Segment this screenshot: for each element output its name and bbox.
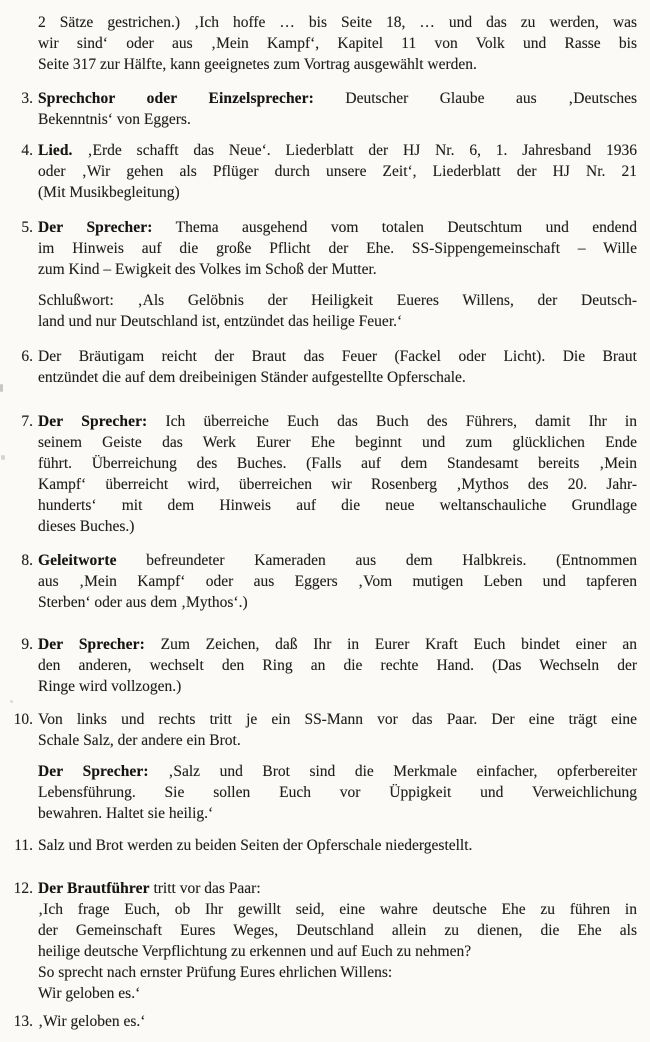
text-line: Lebensführung. Sie sollen Euch vor Üppigkeit und Verweichlichung <box>38 784 637 801</box>
text-line: Bekenntnis‘ von Eggers. <box>38 111 191 128</box>
text-line: oder ‚Wir gehen als Pflüger durch unsere Zeit‘, Liederblatt der HJ Nr. 21 <box>38 163 637 180</box>
text-line: führt. Überreichung des Buches. (Falls auf dem Standesamt bereits ‚Mein <box>38 455 637 472</box>
item-text <box>38 217 637 332</box>
text-line: wir sind‘ oder aus ‚Mein Kampf‘, Kapitel 11 von Volk und Rasse bis <box>38 35 637 52</box>
item-text <box>38 88 637 130</box>
paragraph <box>38 1011 637 1032</box>
item-number: 10. <box>13 711 33 728</box>
item-number: 3. <box>21 90 33 107</box>
list-item <box>0 878 650 1004</box>
paragraph <box>38 346 637 388</box>
paragraph <box>38 835 637 856</box>
paragraph <box>38 88 637 130</box>
text-line: Seite 317 zur Hälfte, kann geeignetes zum Vortrag ausgewählt werden. <box>38 56 477 73</box>
paragraph <box>38 878 637 1004</box>
paragraph <box>38 761 637 824</box>
item-text <box>38 709 637 824</box>
paragraph <box>38 411 637 537</box>
item-text <box>38 835 637 856</box>
text-line: hunderts‘ mit dem Hinweis auf die neue weltanschauliche Grundlage <box>38 497 637 514</box>
text-line: Ringe wird vollzogen.) <box>38 678 182 695</box>
text-line: heilige deutsche Verpflichtung zu erkennen und auf Euch zu nehmen? <box>38 943 472 960</box>
text-line: entzündet die auf dem dreibeinigen Ständer aufgestellte Opferschale. <box>38 369 466 386</box>
text-line: aus ‚Mein Kampf‘ oder aus Eggers ‚Vom mutigen Leben und tapferen <box>38 573 637 590</box>
list-item <box>0 411 650 537</box>
list-item <box>0 1011 650 1032</box>
text-line: der Gemeinschaft Eures Weges, Deutschland allein zu dienen, die Ehe als <box>38 922 637 939</box>
text-line: Der Brautführer tritt vor das Paar: <box>38 880 261 897</box>
item-number: 8. <box>21 552 33 569</box>
text-line: bewahren. Haltet sie heilig.‘ <box>38 805 214 822</box>
text-line: den anderen, wechselt den Ring an die rechte Hand. (Das Wechseln der <box>38 657 637 674</box>
list-item <box>0 709 650 824</box>
paragraph <box>38 634 637 697</box>
paragraph <box>38 217 637 280</box>
text-line: land und nur Deutschland ist, entzündet das heilige Feuer.‘ <box>38 313 403 330</box>
item-text <box>38 1011 637 1032</box>
list-item <box>0 550 650 613</box>
item-number: 4. <box>21 142 33 159</box>
text-line: (Mit Musikbegleitung) <box>38 184 180 201</box>
text-line: im Hinweis auf die große Pflicht der Ehe. SS-Sippengemeinschaft – Wille <box>38 240 637 257</box>
list-item <box>0 217 650 332</box>
paragraph <box>38 550 637 613</box>
text-line: dieses Buches.) <box>38 518 135 535</box>
text-line: Salz und Brot werden zu beiden Seiten der Opferschale niedergestellt. <box>38 837 473 854</box>
list-item <box>0 634 650 697</box>
item-text <box>38 878 637 1004</box>
item-number: 6. <box>21 348 33 365</box>
list-item <box>0 346 650 388</box>
item-text <box>38 12 637 75</box>
list-item <box>0 835 650 856</box>
text-line: zum Kind – Ewigkeit des Volkes im Schoß der Mutter. <box>38 261 377 278</box>
text-line: Der Sprecher: Thema ausgehend vom totalen Deutschtum und endend <box>38 219 637 236</box>
text-line: 2 Sätze gestrichen.) ‚Ich hoffe … bis Seite 18, … und das zu werden, was <box>38 14 637 31</box>
text-line: Schale Salz, der andere ein Brot. <box>38 732 241 749</box>
text-line: Von links und rechts tritt je ein SS-Mann vor das Paar. Der eine trägt eine <box>38 711 637 728</box>
item-number: 5. <box>21 219 33 236</box>
item-number: 13. <box>13 1013 33 1030</box>
text-line: Der Bräutigam reicht der Braut das Feuer (Fackel oder Licht). Die Braut <box>38 348 637 365</box>
paragraph <box>38 290 637 332</box>
item-text <box>38 346 637 388</box>
text-line: Der Sprecher: ‚Salz und Brot sind die Merkmale einfacher, opferbereiter <box>38 763 637 780</box>
text-line: Lied. ‚Erde schafft das Neue‘. Liederblatt der HJ Nr. 6, 1. Jahresband 1936 <box>38 142 637 159</box>
text-line: ‚Wir geloben es.‘ <box>38 1013 146 1030</box>
text-line: Geleitworte befreundeter Kameraden aus dem Halbkreis. (Entnommen <box>38 552 637 569</box>
item-text <box>38 140 637 203</box>
item-number: 9. <box>21 636 33 653</box>
text-line: Der Sprecher: Ich überreiche Euch das Buch des Führers, damit Ihr in <box>38 413 637 430</box>
paragraph <box>38 12 637 75</box>
text-line: Sterben‘ oder aus dem ‚Mythos‘.) <box>38 594 248 611</box>
list-item <box>0 140 650 203</box>
item-number: 7. <box>21 413 33 430</box>
text-line: So sprecht nach ernster Prüfung Eures ehrlichen Willens: <box>38 964 393 981</box>
numbered-list <box>0 12 650 1032</box>
item-text <box>38 550 637 613</box>
item-text <box>38 411 637 537</box>
paragraph <box>38 140 637 203</box>
list-item <box>0 88 650 130</box>
text-line: Kampf‘ überreicht wird, überreichen wir Rosenberg ‚Mythos des 20. Jahr- <box>38 476 637 493</box>
text-line: Wir geloben es.‘ <box>38 985 141 1002</box>
continuation-paragraph <box>0 12 650 75</box>
item-number: 12. <box>13 880 33 897</box>
text-line: seinem Geiste das Werk Eurer Ehe beginnt und zum glücklichen Ende <box>38 434 637 451</box>
text-line: ‚Ich frage Euch, ob Ihr gewillt seid, eine wahre deutsche Ehe zu führen in <box>38 901 637 918</box>
text-line: Sprechchor oder Einzelsprecher: Deutscher Glaube aus ‚Deutsches <box>38 90 638 107</box>
item-text <box>38 634 637 697</box>
item-number: 11. <box>14 837 33 854</box>
text-line: Schlußwort: ‚Als Gelöbnis der Heiligkeit Eueres Willens, der Deutsch- <box>38 292 637 309</box>
paragraph <box>38 709 637 751</box>
text-line: Der Sprecher: Zum Zeichen, daß Ihr in Eurer Kraft Euch bindet einer an <box>38 636 637 653</box>
